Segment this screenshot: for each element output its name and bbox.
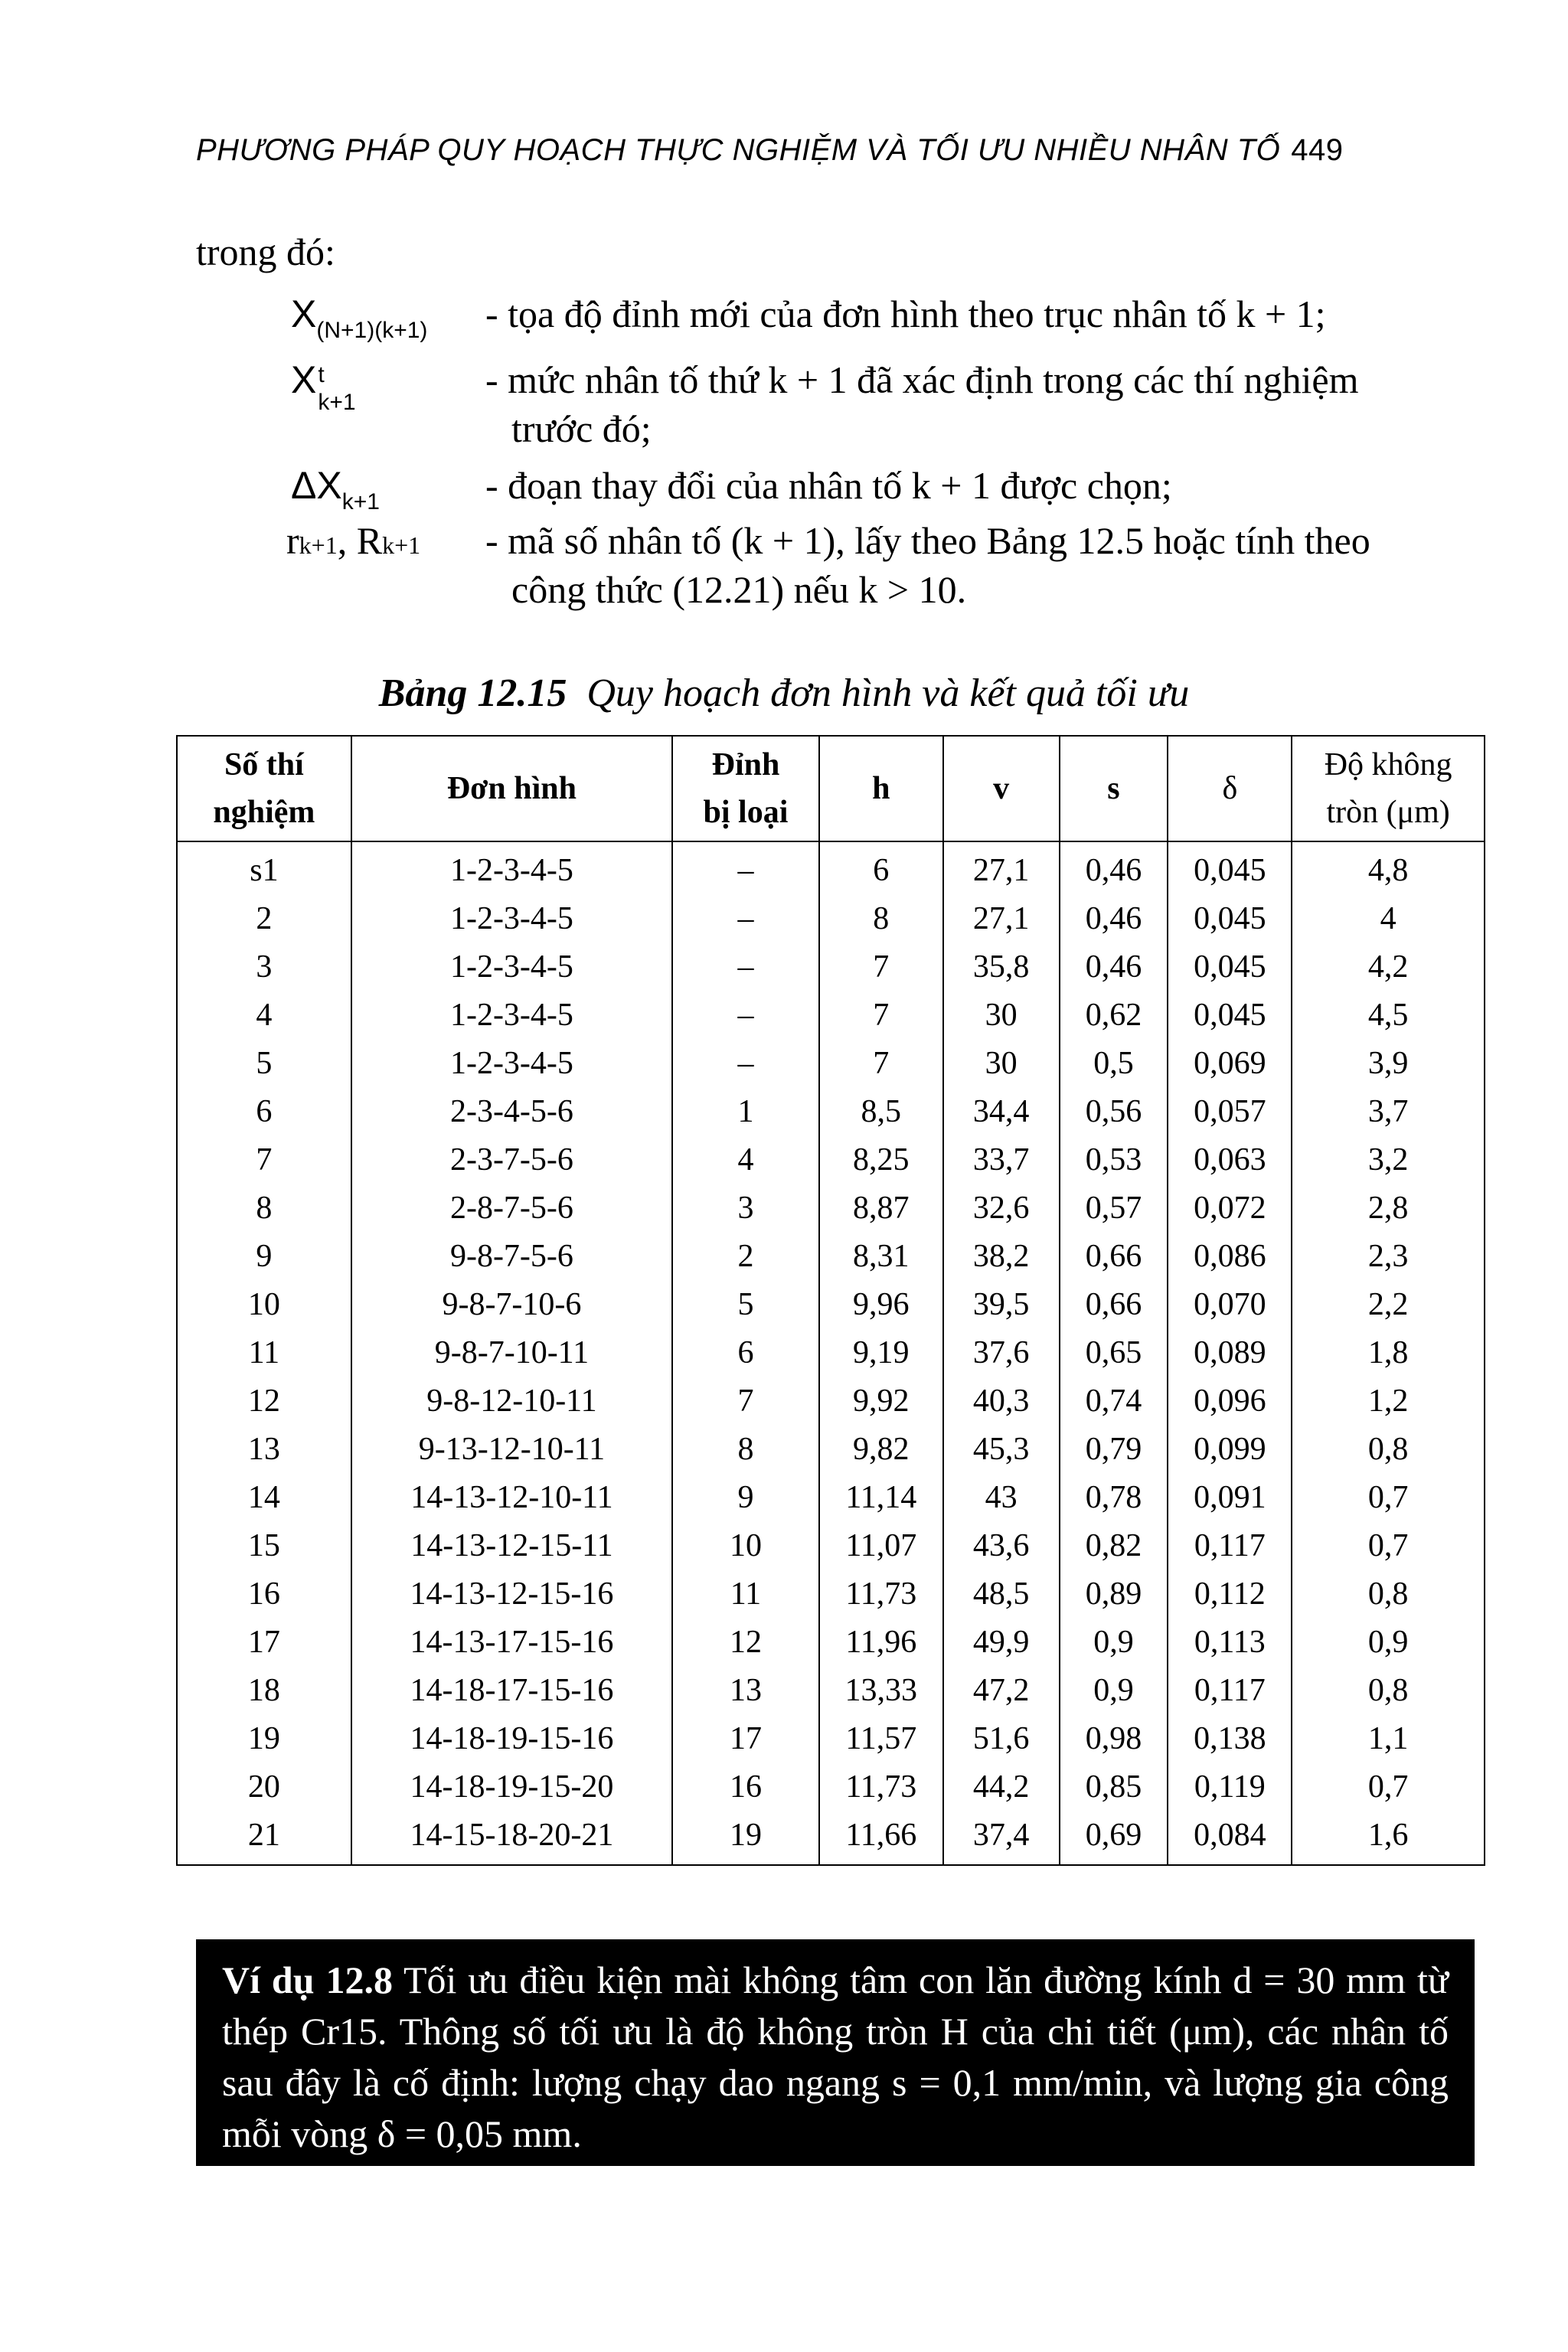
cell-trial: 14	[177, 1474, 351, 1522]
table-row	[177, 1811, 1485, 1865]
table-row	[177, 991, 1485, 1040]
cell-roundness: 2,3	[1292, 1233, 1485, 1281]
cell-h: 8,5	[819, 1088, 943, 1136]
symbol-definitions	[286, 289, 1470, 616]
cell-s: 0,62	[1060, 991, 1168, 1040]
cell-s: 0,56	[1060, 1088, 1168, 1136]
cell-simplex: 1-2-3-4-5	[351, 841, 672, 895]
cell-removed-vertex: 5	[672, 1281, 819, 1329]
running-header	[196, 133, 1467, 168]
table-row	[177, 1281, 1485, 1329]
cell-delta: 0,117	[1168, 1522, 1292, 1570]
cell-simplex: 14-18-19-15-16	[351, 1715, 672, 1763]
cell-simplex: 9-8-7-5-6	[351, 1233, 672, 1281]
cell-simplex: 9-8-7-10-11	[351, 1329, 672, 1377]
cell-h: 7	[819, 943, 943, 991]
cell-roundness: 0,7	[1292, 1763, 1485, 1811]
definition-continuation: trước đó;	[511, 407, 652, 450]
cell-trial: 4	[177, 991, 351, 1040]
cell-removed-vertex: –	[672, 895, 819, 943]
cell-simplex: 1-2-3-4-5	[351, 943, 672, 991]
header-s: s	[1060, 736, 1168, 841]
cell-v: 32,6	[943, 1184, 1060, 1233]
cell-v: 27,1	[943, 841, 1060, 895]
cell-removed-vertex: 19	[672, 1811, 819, 1865]
table-row	[177, 1136, 1485, 1184]
table-row	[177, 1184, 1485, 1233]
cell-h: 7	[819, 1040, 943, 1088]
table-body	[177, 841, 1485, 1865]
cell-roundness: 2,2	[1292, 1281, 1485, 1329]
cell-trial: 10	[177, 1281, 351, 1329]
cell-simplex: 2-3-4-5-6	[351, 1088, 672, 1136]
cell-trial: 17	[177, 1619, 351, 1667]
cell-removed-vertex: 8	[672, 1426, 819, 1474]
cell-s: 0,74	[1060, 1377, 1168, 1426]
cell-removed-vertex: 7	[672, 1377, 819, 1426]
cell-h: 8	[819, 895, 943, 943]
cell-roundness: 3,9	[1292, 1040, 1485, 1088]
table-row	[177, 1329, 1485, 1377]
cell-v: 48,5	[943, 1570, 1060, 1619]
cell-removed-vertex: 4	[672, 1136, 819, 1184]
cell-s: 0,78	[1060, 1474, 1168, 1522]
definition-text: - tọa độ đỉnh mới của đơn hình theo trục nhân tố k + 1;	[485, 292, 1326, 335]
cell-simplex: 1-2-3-4-5	[351, 991, 672, 1040]
cell-v: 33,7	[943, 1136, 1060, 1184]
cell-v: 44,2	[943, 1763, 1060, 1811]
cell-trial: 5	[177, 1040, 351, 1088]
cell-v: 43,6	[943, 1522, 1060, 1570]
cell-s: 0,46	[1060, 895, 1168, 943]
cell-delta: 0,119	[1168, 1763, 1292, 1811]
cell-delta: 0,069	[1168, 1040, 1292, 1088]
cell-s: 0,5	[1060, 1040, 1168, 1088]
cell-trial: s1	[177, 841, 351, 895]
cell-removed-vertex: 13	[672, 1667, 819, 1715]
example-label: Ví dụ 12.8	[222, 1958, 393, 2001]
table-row	[177, 1474, 1485, 1522]
cell-h: 11,07	[819, 1522, 943, 1570]
table-row	[177, 1763, 1485, 1811]
cell-roundness: 4,8	[1292, 841, 1485, 895]
intro-text: trong đó:	[196, 230, 335, 273]
cell-roundness: 1,1	[1292, 1715, 1485, 1763]
cell-v: 30	[943, 991, 1060, 1040]
cell-trial: 3	[177, 943, 351, 991]
table-row	[177, 1570, 1485, 1619]
cell-s: 0,65	[1060, 1329, 1168, 1377]
cell-simplex: 14-13-12-15-11	[351, 1522, 672, 1570]
cell-h: 11,66	[819, 1811, 943, 1865]
header-simplex: Đơn hình	[351, 736, 672, 841]
table-row	[177, 1667, 1485, 1715]
cell-h: 11,96	[819, 1619, 943, 1667]
cell-s: 0,69	[1060, 1811, 1168, 1865]
cell-simplex: 9-8-12-10-11	[351, 1377, 672, 1426]
cell-s: 0,66	[1060, 1281, 1168, 1329]
cell-s: 0,82	[1060, 1522, 1168, 1570]
cell-removed-vertex: –	[672, 991, 819, 1040]
cell-delta: 0,072	[1168, 1184, 1292, 1233]
cell-trial: 6	[177, 1088, 351, 1136]
cell-roundness: 4,5	[1292, 991, 1485, 1040]
cell-trial: 15	[177, 1522, 351, 1570]
header-v: v	[943, 736, 1060, 841]
symbol-r-R: rk+1, Rk+1	[286, 519, 421, 562]
cell-roundness: 3,2	[1292, 1136, 1485, 1184]
cell-roundness: 3,7	[1292, 1088, 1485, 1136]
table-row	[177, 895, 1485, 943]
cell-h: 8,87	[819, 1184, 943, 1233]
cell-removed-vertex: 6	[672, 1329, 819, 1377]
cell-v: 47,2	[943, 1667, 1060, 1715]
cell-trial: 7	[177, 1136, 351, 1184]
cell-simplex: 14-13-17-15-16	[351, 1619, 672, 1667]
cell-v: 38,2	[943, 1233, 1060, 1281]
symbol-delta-x: $\Delta X_{k+1}$	[291, 464, 380, 514]
cell-h: 11,73	[819, 1763, 943, 1811]
cell-trial: 19	[177, 1715, 351, 1763]
cell-simplex: 14-13-12-15-16	[351, 1570, 672, 1619]
table-row	[177, 1040, 1485, 1088]
cell-delta: 0,096	[1168, 1377, 1292, 1426]
definition-text: - mã số nhân tố (k + 1), lấy theo Bảng 12.5 hoặc tính theo	[485, 519, 1370, 562]
cell-trial: 8	[177, 1184, 351, 1233]
cell-delta: 0,084	[1168, 1811, 1292, 1865]
definition-delta-x	[291, 461, 1470, 516]
cell-delta: 0,091	[1168, 1474, 1292, 1522]
table-row	[177, 1619, 1485, 1667]
cell-h: 11,57	[819, 1715, 943, 1763]
cell-h: 9,92	[819, 1377, 943, 1426]
cell-delta: 0,070	[1168, 1281, 1292, 1329]
cell-removed-vertex: 16	[672, 1763, 819, 1811]
cell-roundness: 1,8	[1292, 1329, 1485, 1377]
cell-v: 27,1	[943, 895, 1060, 943]
cell-roundness: 2,8	[1292, 1184, 1485, 1233]
example-text: Tối ưu điều kiện mài không tâm con lăn đường kính d = 30 mm từ thép Cr15. Thông số tối ưu là độ không tròn H của chi tiết (μm), các nhân tố sau đây là cố định: lượng chạy dao ngang s = 0,1 mm/min, và lượng gia công mỗi vòng δ = 0,05 mm.	[222, 1958, 1449, 2155]
cell-removed-vertex: –	[672, 841, 819, 895]
header-roundness: Độ không tròn (μm)	[1292, 736, 1485, 841]
cell-h: 6	[819, 841, 943, 895]
cell-delta: 0,138	[1168, 1715, 1292, 1763]
header-h: h	[819, 736, 943, 841]
cell-delta: 0,063	[1168, 1136, 1292, 1184]
header-trial: Số thí nghiệm	[177, 736, 351, 841]
table-header-row	[177, 736, 1485, 841]
cell-v: 40,3	[943, 1377, 1060, 1426]
cell-simplex: 14-18-19-15-20	[351, 1763, 672, 1811]
symbol-x-t: X t k+1	[291, 358, 356, 415]
cell-simplex: 9-8-7-10-6	[351, 1281, 672, 1329]
cell-v: 49,9	[943, 1619, 1060, 1667]
cell-roundness: 4,2	[1292, 943, 1485, 991]
cell-simplex: 14-15-18-20-21	[351, 1811, 672, 1865]
cell-trial: 21	[177, 1811, 351, 1865]
cell-v: 37,6	[943, 1329, 1060, 1377]
cell-s: 0,53	[1060, 1136, 1168, 1184]
cell-h: 9,19	[819, 1329, 943, 1377]
table-caption	[0, 671, 1568, 716]
cell-h: 9,96	[819, 1281, 943, 1329]
cell-h: 7	[819, 991, 943, 1040]
cell-roundness: 1,2	[1292, 1377, 1485, 1426]
cell-h: 11,73	[819, 1570, 943, 1619]
cell-s: 0,98	[1060, 1715, 1168, 1763]
caption-label: Bảng 12.15	[378, 671, 567, 715]
cell-h: 11,14	[819, 1474, 943, 1522]
cell-simplex: 9-13-12-10-11	[351, 1426, 672, 1474]
cell-h: 9,82	[819, 1426, 943, 1474]
cell-removed-vertex: 2	[672, 1233, 819, 1281]
cell-trial: 11	[177, 1329, 351, 1377]
cell-v: 35,8	[943, 943, 1060, 991]
cell-trial: 16	[177, 1570, 351, 1619]
cell-delta: 0,117	[1168, 1667, 1292, 1715]
cell-delta: 0,086	[1168, 1233, 1292, 1281]
cell-v: 39,5	[943, 1281, 1060, 1329]
cell-h: 8,31	[819, 1233, 943, 1281]
cell-v: 34,4	[943, 1088, 1060, 1136]
cell-removed-vertex: 12	[672, 1619, 819, 1667]
cell-v: 43	[943, 1474, 1060, 1522]
cell-roundness: 0,7	[1292, 1474, 1485, 1522]
cell-roundness: 0,8	[1292, 1426, 1485, 1474]
cell-simplex: 2-8-7-5-6	[351, 1184, 672, 1233]
cell-delta: 0,089	[1168, 1329, 1292, 1377]
simplex-table	[176, 735, 1485, 1866]
table-row	[177, 1715, 1485, 1763]
table-row	[177, 841, 1485, 895]
table-row	[177, 1522, 1485, 1570]
cell-trial: 13	[177, 1426, 351, 1474]
cell-roundness: 0,8	[1292, 1667, 1485, 1715]
cell-trial: 12	[177, 1377, 351, 1426]
cell-v: 37,4	[943, 1811, 1060, 1865]
cell-simplex: 14-18-17-15-16	[351, 1667, 672, 1715]
cell-delta: 0,045	[1168, 841, 1292, 895]
cell-s: 0,89	[1060, 1570, 1168, 1619]
cell-roundness: 4	[1292, 895, 1485, 943]
cell-removed-vertex: 9	[672, 1474, 819, 1522]
caption-text: Quy hoạch đơn hình và kết quả tối ưu	[586, 671, 1190, 715]
cell-delta: 0,099	[1168, 1426, 1292, 1474]
cell-roundness: 0,7	[1292, 1522, 1485, 1570]
cell-simplex: 1-2-3-4-5	[351, 1040, 672, 1088]
cell-v: 45,3	[943, 1426, 1060, 1474]
running-title: PHƯƠNG PHÁP QUY HOẠCH THỰC NGHIỆM VÀ TỐI ƯU NHIỀU NHÂN TỐ	[196, 133, 1281, 167]
cell-s: 0,57	[1060, 1184, 1168, 1233]
cell-v: 51,6	[943, 1715, 1060, 1763]
cell-trial: 18	[177, 1667, 351, 1715]
definition-text: - mức nhân tố thứ k + 1 đã xác định trong các thí nghiệm	[485, 358, 1359, 401]
header-removed-vertex: Đỉnh bị loại	[672, 736, 819, 841]
cell-s: 0,66	[1060, 1233, 1168, 1281]
definition-x-t	[291, 355, 1470, 461]
page-number: 449	[1291, 133, 1344, 167]
cell-removed-vertex: 10	[672, 1522, 819, 1570]
cell-s: 0,46	[1060, 841, 1168, 895]
cell-s: 0,79	[1060, 1426, 1168, 1474]
cell-s: 0,9	[1060, 1619, 1168, 1667]
cell-roundness: 1,6	[1292, 1811, 1485, 1865]
definition-text: - đoạn thay đổi của nhân tố k + 1 được chọn;	[485, 464, 1172, 507]
table-row	[177, 943, 1485, 991]
cell-removed-vertex: 17	[672, 1715, 819, 1763]
cell-v: 30	[943, 1040, 1060, 1088]
header-delta: δ	[1168, 736, 1292, 841]
definition-continuation: công thức (12.21) nếu k > 10.	[511, 568, 967, 611]
table-row	[177, 1088, 1485, 1136]
example-box	[196, 1939, 1475, 2166]
cell-roundness: 0,8	[1292, 1570, 1485, 1619]
definition-x-new	[291, 289, 1470, 355]
cell-delta: 0,112	[1168, 1570, 1292, 1619]
cell-delta: 0,113	[1168, 1619, 1292, 1667]
table-row	[177, 1426, 1485, 1474]
cell-removed-vertex: 1	[672, 1088, 819, 1136]
cell-h: 8,25	[819, 1136, 943, 1184]
cell-simplex: 2-3-7-5-6	[351, 1136, 672, 1184]
cell-s: 0,85	[1060, 1763, 1168, 1811]
definition-r	[286, 516, 1470, 616]
cell-h: 13,33	[819, 1667, 943, 1715]
cell-trial: 20	[177, 1763, 351, 1811]
cell-removed-vertex: 3	[672, 1184, 819, 1233]
cell-trial: 9	[177, 1233, 351, 1281]
cell-simplex: 14-13-12-10-11	[351, 1474, 672, 1522]
cell-removed-vertex: –	[672, 943, 819, 991]
cell-delta: 0,045	[1168, 943, 1292, 991]
cell-trial: 2	[177, 895, 351, 943]
cell-s: 0,46	[1060, 943, 1168, 991]
cell-removed-vertex: 11	[672, 1570, 819, 1619]
cell-roundness: 0,9	[1292, 1619, 1485, 1667]
cell-delta: 0,045	[1168, 895, 1292, 943]
cell-simplex: 1-2-3-4-5	[351, 895, 672, 943]
symbol-x-new: $X_{(N+1)(k+1)}$	[291, 292, 428, 343]
cell-delta: 0,045	[1168, 991, 1292, 1040]
table-row	[177, 1233, 1485, 1281]
cell-removed-vertex: –	[672, 1040, 819, 1088]
cell-s: 0,9	[1060, 1667, 1168, 1715]
table-row	[177, 1377, 1485, 1426]
cell-delta: 0,057	[1168, 1088, 1292, 1136]
